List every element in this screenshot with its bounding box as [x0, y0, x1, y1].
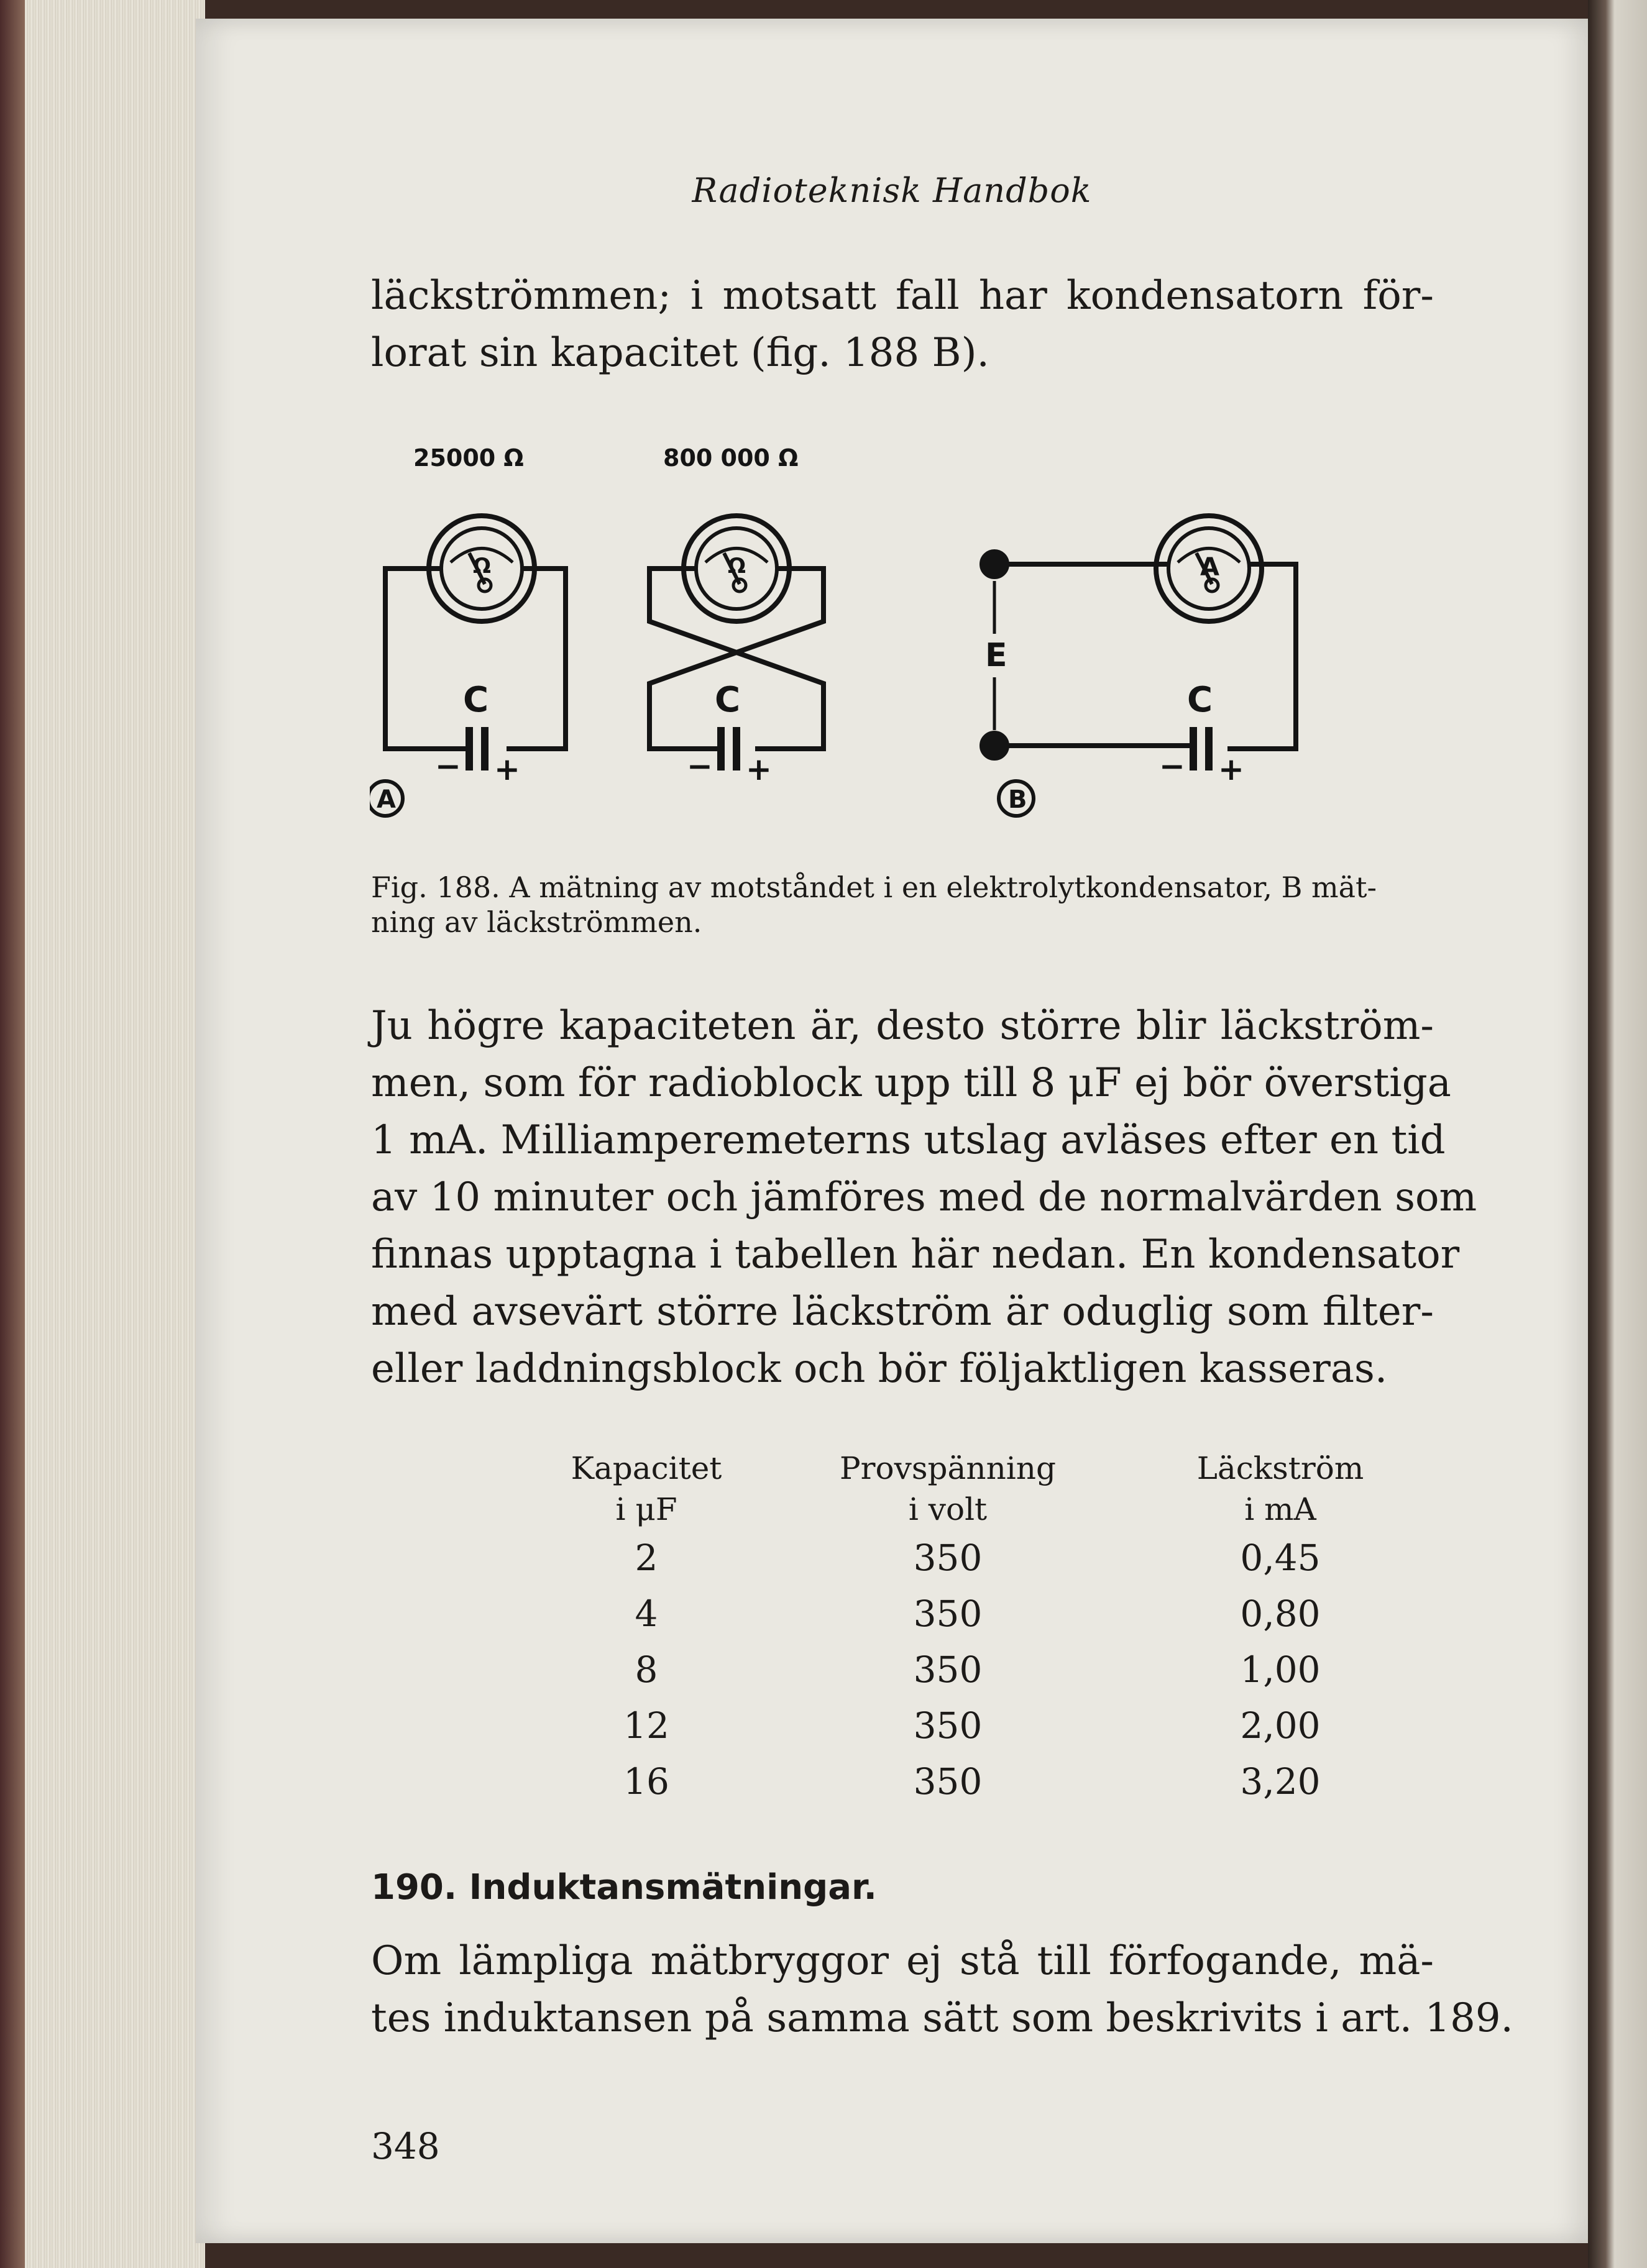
table-cell: 0,45 [1240, 1537, 1321, 1579]
table-cell: 16 [623, 1760, 669, 1803]
table-cell: 350 [913, 1760, 983, 1803]
resistor-label-1: 25000 Ω [413, 444, 524, 472]
section-heading: 190. Induktansmätningar. [371, 1867, 877, 1908]
plus-sign: + [1218, 751, 1244, 787]
table-cell: 350 [913, 1704, 983, 1747]
caption-line: Fig. 188. A mätning av motståndet i en elektrolytkondensator, B mät- [371, 871, 1377, 904]
table-cell: 2 [635, 1537, 658, 1579]
book-cover-edge [0, 0, 25, 2268]
resistor-label-2: 800 000 Ω [663, 444, 799, 472]
intro-paragraph [371, 267, 1434, 382]
table-cell: 0,80 [1240, 1593, 1321, 1635]
plus-sign: + [746, 751, 772, 787]
text-line: tes induktansen på samma sätt som beskrivits i art. 189. [371, 1995, 1513, 2041]
text-line: läckströmmen; i motsatt fall har kondensatorn för- [371, 273, 1434, 319]
table-cell: 12 [623, 1704, 669, 1747]
book-gutter-right [1588, 0, 1647, 2268]
table-row [497, 1642, 1461, 1698]
table-cell: 350 [913, 1593, 983, 1635]
circuit-b [982, 516, 1296, 816]
running-title: Radioteknisk Handbok [692, 171, 1092, 210]
column-header: Läckström [1196, 1450, 1364, 1486]
column-header: Kapacitet [571, 1450, 722, 1486]
capacitor-label: C [463, 680, 489, 720]
circuit-a [370, 516, 566, 816]
table-cell: 350 [913, 1648, 983, 1691]
text-line: av 10 minuter och jämföres med de normalvärden som [371, 1174, 1477, 1220]
minus-sign: − [435, 748, 461, 784]
column-unit: i μF [615, 1491, 677, 1527]
table-row [497, 1698, 1461, 1754]
capacitor-label: C [715, 680, 741, 720]
body-paragraph [371, 997, 1477, 1397]
table-cell: 1,00 [1240, 1648, 1321, 1691]
column-unit: i volt [908, 1491, 988, 1527]
capacitor-label: C [1187, 680, 1213, 720]
ohm-symbol: Ω [728, 554, 746, 578]
table-cell: 4 [635, 1593, 658, 1635]
table-row [497, 1586, 1461, 1642]
table-header-row [497, 1448, 1461, 1489]
panel-label-a: A [377, 785, 396, 814]
minus-sign: − [1159, 748, 1185, 784]
closing-paragraph [371, 1932, 1513, 2047]
plus-sign: + [494, 751, 520, 787]
page-number: 348 [371, 2125, 440, 2167]
leakage-table [497, 1448, 1461, 1809]
book-page [196, 19, 1588, 2243]
text-line: lorat sin kapacitet (fig. 188 B). [371, 330, 989, 376]
table-row [497, 1754, 1461, 1809]
minus-sign: − [687, 748, 713, 784]
table-cell: 2,00 [1240, 1704, 1321, 1747]
text-line: men, som för radioblock upp till 8 μF ej bör överstiga [371, 1060, 1451, 1106]
table-cell: 350 [913, 1537, 983, 1579]
panel-label-b: B [1008, 785, 1027, 814]
table-row [497, 1530, 1461, 1586]
text-line: Om lämpliga mätbryggor ej stå till förfogande, mä- [371, 1938, 1434, 1984]
column-unit: i mA [1244, 1491, 1316, 1527]
text-line: finnas upptagna i tabellen här nedan. En kondensator [371, 1232, 1460, 1278]
ohm-symbol: Ω [473, 554, 491, 578]
text-line: eller laddningsblock och bör följaktligen kasseras. [371, 1346, 1388, 1392]
book-page-stack [0, 0, 205, 2268]
circuit-figure [370, 429, 1439, 839]
caption-line: ning av läckströmmen. [371, 905, 702, 939]
table-header-row [497, 1489, 1461, 1530]
amp-symbol: A [1200, 553, 1219, 582]
table-cell: 8 [635, 1648, 658, 1691]
figure-caption [371, 870, 1434, 940]
text-line: 1 mA. Milliamperemeterns utslag avläses efter en tid [371, 1117, 1446, 1163]
text-line: Ju högre kapaciteten är, desto större blir läckström- [371, 1003, 1434, 1049]
voltage-label: E [985, 637, 1007, 674]
column-header: Provspänning [840, 1450, 1056, 1486]
table-cell: 3,20 [1240, 1760, 1321, 1803]
text-line: med avsevärt större läckström är oduglig som filter- [371, 1289, 1434, 1335]
